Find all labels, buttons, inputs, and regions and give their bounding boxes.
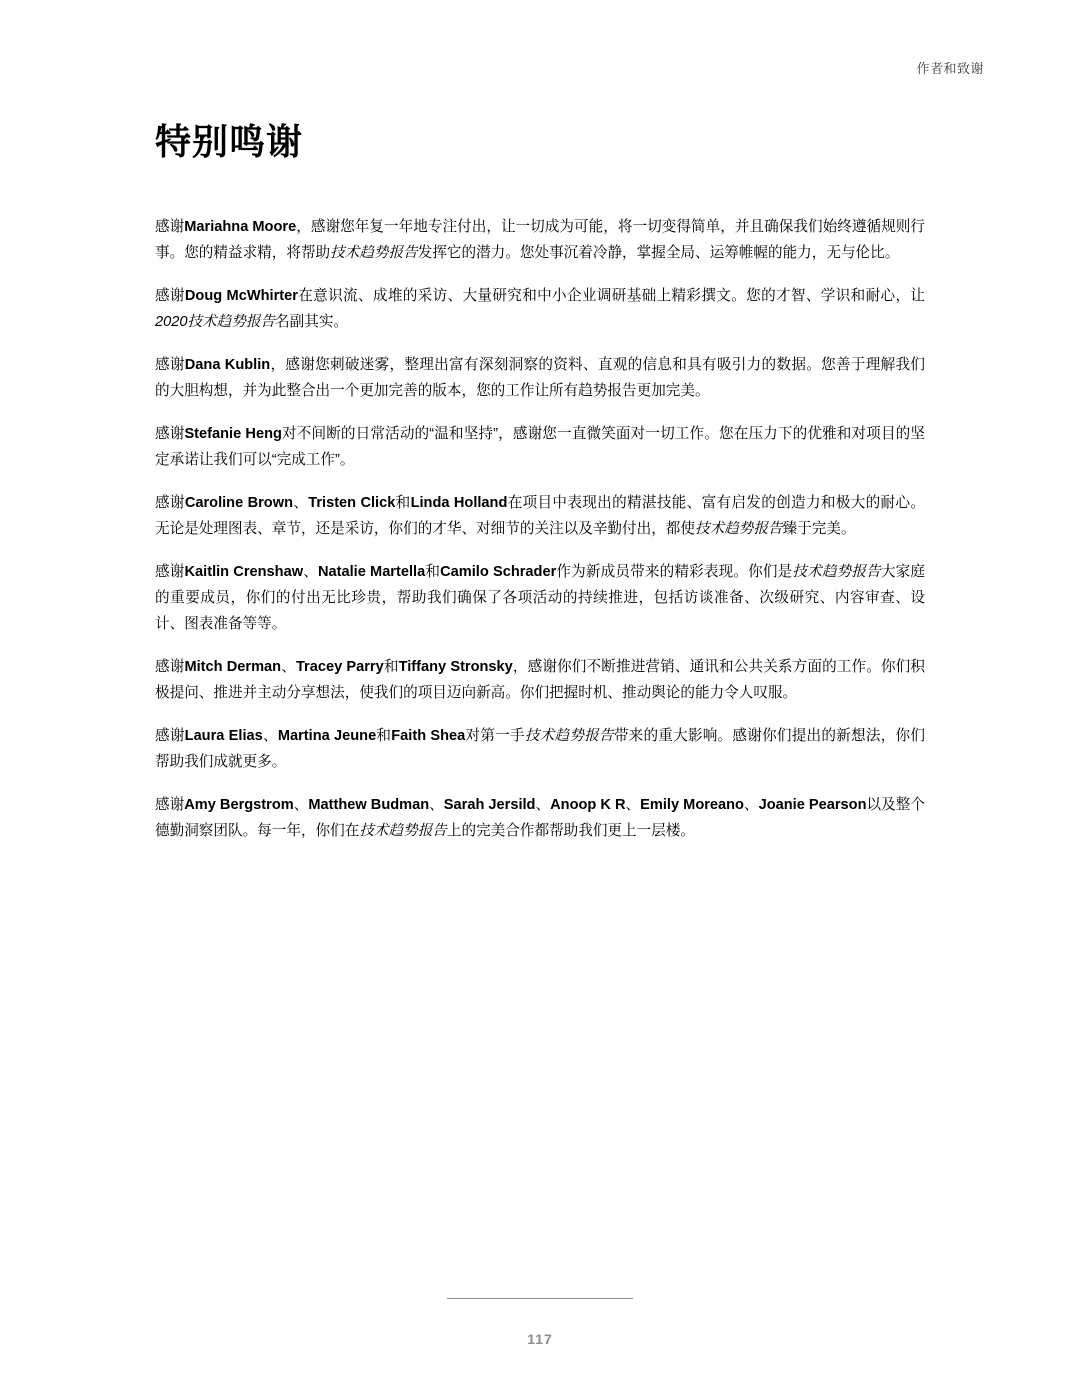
report-title: 技术趋势报告 xyxy=(694,520,783,537)
text-run: 、 xyxy=(743,796,759,813)
person-name: Stefanie Heng xyxy=(184,426,282,442)
person-name: Martina Jeune xyxy=(277,727,377,744)
text-run: 、 xyxy=(303,563,318,580)
report-title: 技术趋势报告 xyxy=(792,563,881,580)
text-run: 、 xyxy=(262,727,278,744)
text-run: 、 xyxy=(625,796,641,813)
text-run: 感谢 xyxy=(155,658,185,675)
text-run: 以及整个德勤洞察团队。每一年，你们在 xyxy=(155,796,925,839)
person-name: Kaitlin Crenshaw xyxy=(184,563,304,580)
person-name: Joanie Pearson xyxy=(758,796,867,813)
paragraph-p1 xyxy=(155,215,925,267)
person-name: Emily Moreano xyxy=(640,796,744,813)
paragraph-p2 xyxy=(155,284,925,336)
paragraph-p5 xyxy=(155,491,925,543)
person-name: Tristen Click xyxy=(308,494,396,511)
text-run: 感谢 xyxy=(155,563,185,580)
text-run: 感谢 xyxy=(155,494,185,511)
text-run: 上的完美合作都帮助我们更上一层楼。 xyxy=(446,822,696,839)
paragraph-p3 xyxy=(155,353,925,405)
text-run: 、 xyxy=(281,658,296,675)
person-name: Camilo Schrader xyxy=(440,563,557,580)
text-run: 对不间断的日常活动的“温和坚持”，感谢您一直微笑面对一切工作。您在压力下的优雅和对项目的坚定承诺让我们可以“完成工作”。 xyxy=(155,426,925,468)
footer-divider xyxy=(447,1298,633,1299)
paragraph-p4 xyxy=(155,422,925,474)
running-head: 作者和致谢 xyxy=(916,61,984,76)
report-title: 技术趋势报告 xyxy=(524,727,614,744)
text-run: 、 xyxy=(293,796,309,813)
person-name: Sarah Jersild xyxy=(443,796,536,813)
text-run: 感谢 xyxy=(155,727,185,744)
text-run: 带来的重大影响。感谢你们提出的新想法，你们帮助我们成就更多。 xyxy=(155,727,925,770)
paragraph-p8 xyxy=(155,724,925,776)
page-content xyxy=(155,120,925,845)
paragraph-p9 xyxy=(155,793,925,845)
report-title: 2020技术趋势报告 xyxy=(155,314,276,331)
text-run: 感谢 xyxy=(155,288,185,305)
text-run: 和 xyxy=(395,494,411,511)
text-run: 臻于完美。 xyxy=(782,520,856,537)
text-run: 和 xyxy=(425,563,441,580)
text-run: 、 xyxy=(429,796,444,813)
person-name: Amy Bergstrom xyxy=(184,796,294,813)
paragraph-p7 xyxy=(155,655,925,707)
text-run: 感谢 xyxy=(155,357,185,374)
text-run: 名副其实。 xyxy=(275,314,349,331)
person-name: Faith Shea xyxy=(391,727,466,744)
text-run: 感谢 xyxy=(155,796,185,813)
person-name: Caroline Brown xyxy=(184,494,293,511)
text-run: 感谢 xyxy=(155,219,185,236)
paragraph-p6 xyxy=(155,560,925,638)
text-run: 作为新成员带来的精彩表现。你们是 xyxy=(556,563,793,580)
person-name: Tracey Parry xyxy=(295,658,384,675)
person-name: Dana Kublin xyxy=(184,357,271,374)
text-run: ，感谢你们不断推进营销、通讯和公共关系方面的工作。你们积极提问、推进并主动分享想法，使我们的项目迈向新高。你们把握时机、推动舆论的能力令人叹服。 xyxy=(155,658,925,701)
text-run: 发挥它的潜力。您处事沉着冷静，掌握全局、运筹帷幄的能力，无与伦比。 xyxy=(417,245,900,262)
person-name: Natalie Martella xyxy=(317,563,426,580)
text-run: ，感谢您年复一年地专注付出，让一切成为可能，将一切变得简单，并且确保我们始终遵循规则行事。您的精益求精，将帮助 xyxy=(155,219,925,262)
text-run: 和 xyxy=(376,727,392,744)
text-run: 在意识流、成堆的采访、大量研究和中小企业调研基础上精彩撰文。您的才智、学识和耐心，让 xyxy=(297,288,925,305)
person-name: Mariahna Moore xyxy=(184,219,297,236)
text-run: 在项目中表现出的精湛技能、富有启发的创造力和极大的耐心。无论是处理图表、章节，还是采访，你们的才华、对细节的关注以及辛勤付出，都使 xyxy=(155,494,925,537)
text-run: 对第一手 xyxy=(465,727,525,744)
person-name: Doug McWhirter xyxy=(184,288,298,305)
person-name: Anoop K R xyxy=(550,796,626,813)
report-title: 技术趋势报告 xyxy=(330,245,418,262)
text-run: 和 xyxy=(383,658,399,675)
person-name: Tiffany Stronsky xyxy=(398,658,513,675)
person-name: Linda Holland xyxy=(410,494,508,511)
text-run: 、 xyxy=(293,494,309,511)
text-run: 、 xyxy=(535,796,551,813)
report-title: 技术趋势报告 xyxy=(359,822,447,839)
page-title: 特别鸣谢 xyxy=(155,121,304,162)
text-run: 大家庭的重要成员，你们的付出无比珍贵，帮助我们确保了各项活动的持续推进，包括访谈准备、次级研究、内容审查、设计、图表准备等等。 xyxy=(155,563,925,632)
person-name: Mitch Derman xyxy=(184,658,282,675)
person-name: Laura Elias xyxy=(184,727,263,744)
text-run: 感谢 xyxy=(155,426,185,442)
acknowledgements-body xyxy=(155,215,925,844)
text-run: ，感谢您刺破迷雾，整理出富有深刻洞察的资料、直观的信息和具有吸引力的数据。您善于理解我们的大胆构想，并为此整合出一个更加完善的版本，您的工作让所有趋势报告更加完美。 xyxy=(155,357,925,400)
person-name: Matthew Budman xyxy=(308,796,430,813)
page-number: 117 xyxy=(527,1331,553,1347)
